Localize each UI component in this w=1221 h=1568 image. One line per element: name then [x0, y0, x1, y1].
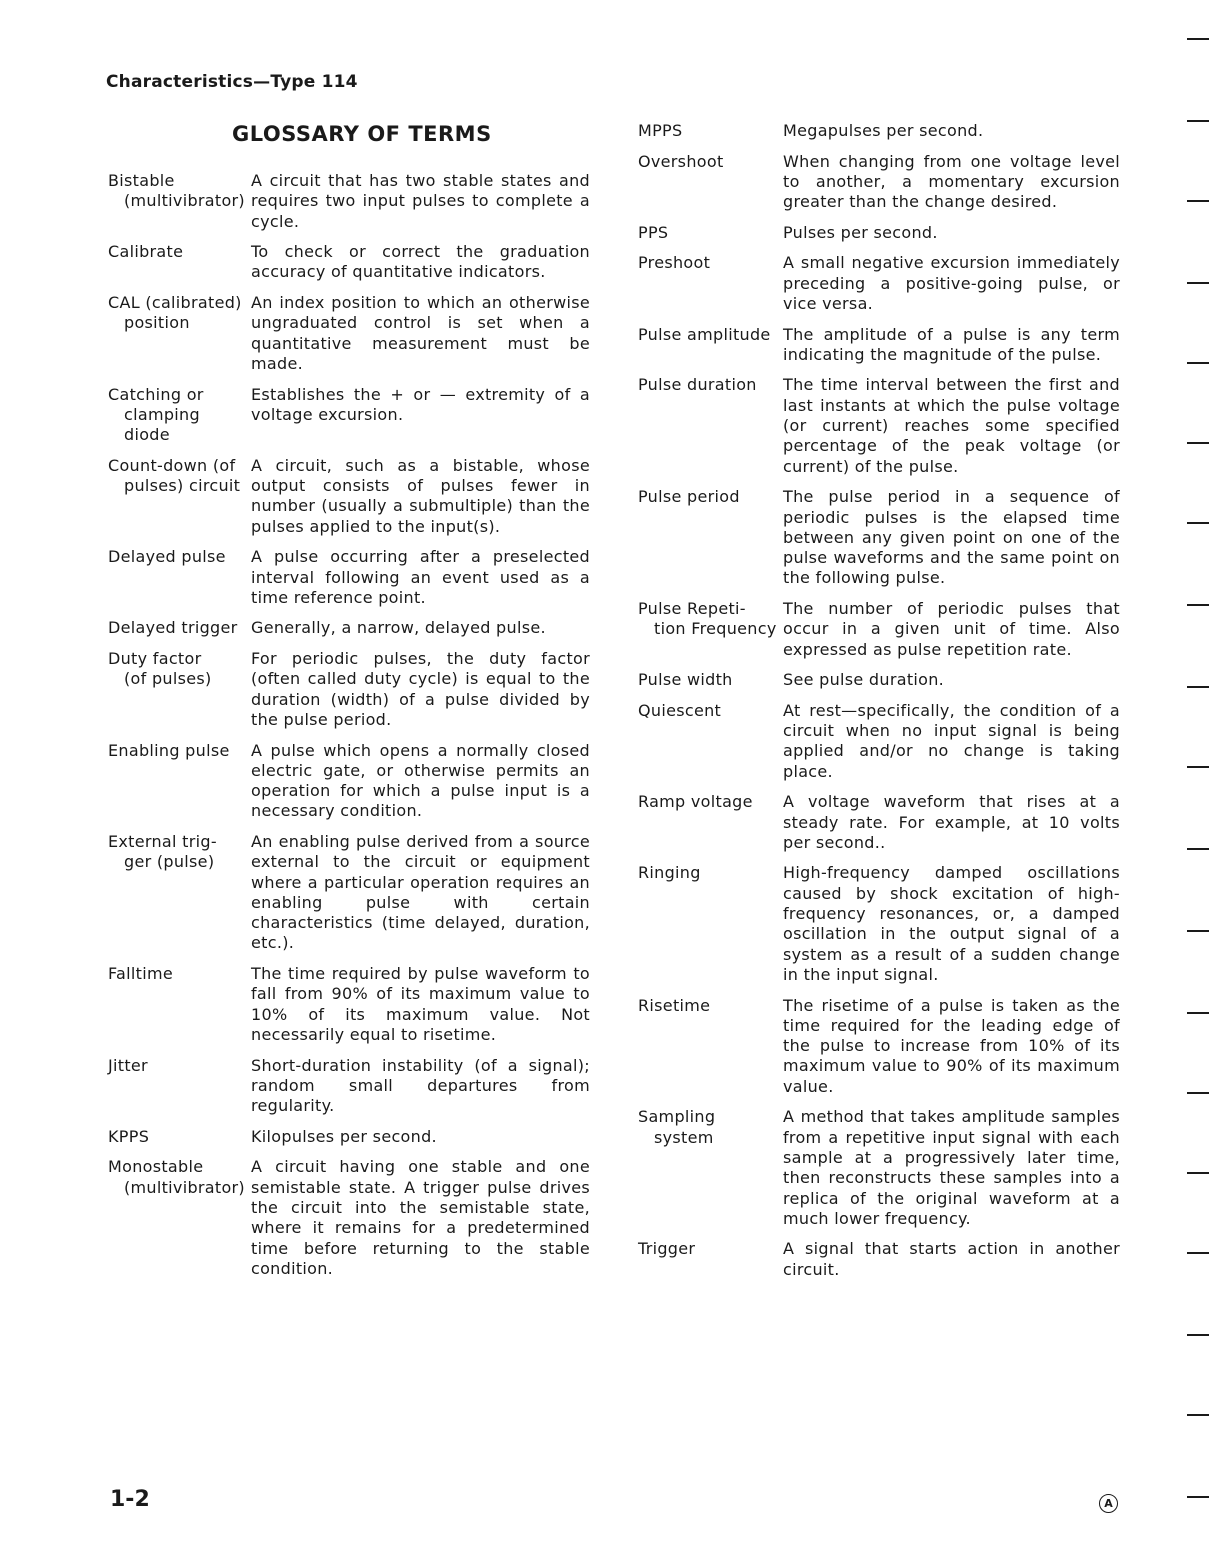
glossary-term: [108, 1127, 251, 1147]
glossary-entry: [638, 325, 1120, 366]
glossary-term: [108, 456, 251, 537]
glossary-term-line: Monostable: [108, 1157, 204, 1177]
edge-mark: [1187, 766, 1209, 768]
glossary-right-column: [638, 121, 1120, 1290]
glossary-definition: Kilopulses per second.: [251, 1126, 437, 1146]
glossary-definition: When changing from one voltage level to another, a momentary excursion greater than the change desired.: [783, 151, 1120, 212]
glossary-entry: [108, 1157, 590, 1279]
revision-mark: A: [1099, 1494, 1118, 1513]
edge-mark: [1187, 1252, 1209, 1254]
glossary-term-line: Falltime: [108, 964, 173, 984]
glossary-term: [108, 1157, 251, 1279]
glossary-term-line: Risetime: [638, 995, 711, 1015]
glossary-entry: [108, 293, 590, 374]
glossary-term: [108, 832, 251, 954]
glossary-term-line: Catching or: [108, 384, 204, 404]
glossary-term: [638, 1107, 783, 1229]
glossary-term: [638, 325, 783, 366]
glossary-term: [638, 996, 783, 1097]
glossary-term-line: pulses) circuit: [124, 476, 241, 496]
edge-mark: [1187, 1414, 1209, 1416]
glossary-term-line: (multivibrator): [124, 191, 245, 211]
glossary-term-line: (multivibrator): [124, 1177, 245, 1197]
glossary-entry: [638, 599, 1120, 660]
glossary-definition: See pulse duration.: [783, 670, 945, 690]
glossary-term: [638, 670, 783, 690]
glossary-term-line: Bistable: [108, 171, 175, 190]
glossary-term: [638, 599, 783, 660]
glossary-term: [108, 1056, 251, 1117]
glossary-definition: The number of periodic pulses that occur in a given unit of time. Also expressed as pulse repetition rate.: [783, 599, 1120, 659]
glossary-term-line: Delayed pulse: [108, 547, 226, 567]
glossary-term-line: CAL (calibrated): [108, 293, 242, 313]
edge-mark: [1187, 362, 1209, 364]
glossary-left-column: [108, 171, 590, 1289]
glossary-definition: Short-duration instability (of a signal); random small departures from regularity.: [251, 1055, 590, 1116]
page-number: 1-2: [110, 1487, 150, 1512]
glossary-term: [638, 253, 783, 314]
glossary-entry: [108, 171, 590, 232]
glossary-definition: The amplitude of a pulse is any term indicating the magnitude of the pulse.: [783, 324, 1120, 364]
glossary-entry: [108, 1056, 590, 1117]
glossary-term-line: Ringing: [638, 863, 701, 883]
glossary-term-line: Sampling: [638, 1107, 716, 1127]
glossary-definition: A circuit that has two stable states and requires two input pulses to complete a cycle.: [251, 171, 590, 231]
glossary-term-line: clamping: [124, 404, 200, 424]
glossary-entry: [108, 385, 590, 446]
glossary-term-line: system: [654, 1127, 714, 1147]
edge-mark: [1187, 1334, 1209, 1336]
glossary-term: [638, 863, 783, 985]
glossary-term: [638, 223, 783, 243]
glossary-entry: [638, 152, 1120, 213]
glossary-definition: The time required by pulse waveform to fall from 90% of its maximum value to 10% of its maximum value. Not necessarily equal to risetime.: [251, 964, 590, 1044]
edge-mark: [1187, 1496, 1209, 1498]
edge-mark: [1187, 686, 1209, 688]
glossary-entry: [108, 832, 590, 954]
glossary-title: GLOSSARY OF TERMS: [232, 122, 492, 146]
glossary-entry: [108, 741, 590, 822]
glossary-definition: A small negative excursion immediately preceding a positive-going pulse, or vice versa.: [783, 253, 1120, 313]
glossary-entry: [638, 121, 1120, 141]
glossary-entry: [638, 996, 1120, 1097]
glossary-term: [108, 964, 251, 1045]
glossary-term-line: Pulse duration: [638, 375, 757, 395]
glossary-term: [108, 618, 251, 638]
edge-mark: [1187, 930, 1209, 932]
edge-mark: [1187, 442, 1209, 444]
glossary-term-line: Pulse period: [638, 487, 740, 507]
edge-mark: [1187, 38, 1209, 40]
glossary-entry: [108, 242, 590, 283]
glossary-entry: [638, 863, 1120, 985]
glossary-entry: [108, 649, 590, 730]
edge-mark: [1187, 282, 1209, 284]
glossary-entry: [108, 964, 590, 1045]
glossary-definition: A voltage waveform that rises at a steady rate. For example, at 10 volts per second..: [783, 792, 1120, 852]
edge-mark: [1187, 522, 1209, 524]
glossary-definition: A pulse which opens a normally closed electric gate, or otherwise permits an operation for which a pulse input is a necessary condition.: [251, 740, 590, 821]
glossary-term-line: Count-down (of: [108, 455, 236, 475]
glossary-definition: The time interval between the first and last instants at which the pulse voltage (or current) reaches some specified percentage of the peak voltage (or current) of the pulse.: [783, 375, 1120, 476]
edge-mark: [1187, 200, 1209, 202]
edge-mark: [1187, 120, 1209, 122]
glossary-term-line: ger (pulse): [124, 852, 215, 872]
glossary-entry: [638, 792, 1120, 853]
edge-mark: [1187, 1012, 1209, 1014]
glossary-definition: A circuit having one stable and one semistable state. A trigger pulse drives the circuit into the semistable state, where it remains for a predetermined time before returning to the stable condition.: [251, 1157, 590, 1278]
glossary-entry: [638, 223, 1120, 243]
glossary-term-line: Ramp voltage: [638, 792, 753, 812]
glossary-definition: A pulse occurring after a preselected interval following an event used as a time reference point.: [251, 547, 590, 607]
glossary-term-line: tion Frequency: [654, 619, 777, 639]
glossary-term: [108, 741, 251, 822]
glossary-definition: An index position to which an otherwise ungraduated control is set when a quantitative measurement must be made.: [251, 293, 590, 373]
glossary-entry: [108, 456, 590, 537]
glossary-term-line: External trig-: [108, 831, 217, 851]
glossary-entry: [108, 618, 590, 638]
glossary-definition: A signal that starts action in another circuit.: [783, 1239, 1120, 1279]
glossary-entry: [638, 487, 1120, 588]
glossary-term: [108, 171, 251, 232]
glossary-definition: Generally, a narrow, delayed pulse.: [251, 618, 546, 638]
glossary-term: [638, 792, 783, 853]
glossary-entry: [108, 1127, 590, 1147]
glossary-entry: [638, 1107, 1120, 1229]
glossary-definition: Megapulses per second.: [783, 121, 984, 140]
glossary-definition: Establishes the + or — extremity of a voltage excursion.: [251, 384, 590, 424]
glossary-term-line: Calibrate: [108, 242, 184, 262]
glossary-entry: [638, 253, 1120, 314]
glossary-definition: The pulse period in a sequence of periodic pulses is the elapsed time between any given point on one of the pulse waveforms and the same point on the following pulse.: [783, 487, 1120, 588]
glossary-term-line: Enabling pulse: [108, 740, 230, 760]
glossary-term-line: KPPS: [108, 1126, 150, 1146]
glossary-term-line: MPPS: [638, 121, 683, 140]
glossary-definition: To check or correct the graduation accuracy of quantitative indicators.: [251, 242, 590, 282]
glossary-definition: A method that takes amplitude samples from a repetitive input signal with each sample at a progressively later time, then reconstructs these samples into a replica of the original waveform at a much lower frequency.: [783, 1107, 1120, 1228]
glossary-term-line: Quiescent: [638, 700, 722, 720]
glossary-term-line: Duty factor: [108, 649, 202, 669]
glossary-term-line: position: [124, 313, 190, 333]
glossary-definition: For periodic pulses, the duty factor (often called duty cycle) is equal to the duration (width) of a pulse divided by the pulse period.: [251, 649, 590, 729]
edge-mark: [1187, 1172, 1209, 1174]
glossary-term-line: Trigger: [638, 1239, 696, 1259]
glossary-definition: A circuit, such as a bistable, whose output consists of pulses fewer in number (usually a submultiple) than the pulses applied to the input(s).: [251, 455, 590, 536]
glossary-term: [108, 385, 251, 446]
glossary-definition: Pulses per second.: [783, 222, 938, 242]
glossary-entry: [638, 670, 1120, 690]
glossary-term-line: Pulse Repeti-: [638, 599, 746, 619]
glossary-term-line: diode: [124, 425, 170, 445]
edge-mark: [1187, 1092, 1209, 1094]
glossary-term: [638, 701, 783, 782]
glossary-entry: [638, 701, 1120, 782]
edge-mark: [1187, 604, 1209, 606]
edge-mark: [1187, 848, 1209, 850]
glossary-entry: [108, 547, 590, 608]
glossary-entry: [638, 1239, 1120, 1280]
glossary-term-line: (of pulses): [124, 669, 212, 689]
glossary-definition: The risetime of a pulse is taken as the time required for the leading edge of the pulse to increase from 10% of its maximum value to 90% of its maximum value.: [783, 995, 1120, 1096]
glossary-term: [638, 487, 783, 588]
glossary-term: [638, 121, 783, 141]
glossary-term-line: Preshoot: [638, 253, 711, 273]
glossary-term: [108, 547, 251, 608]
glossary-term: [108, 242, 251, 283]
glossary-term-line: Pulse amplitude: [638, 324, 771, 344]
glossary-definition: An enabling pulse derived from a source external to the circuit or equipment where a particular operation requires an enabling pulse with certain characteristics (time delayed, duration, etc.).: [251, 831, 590, 953]
running-head: Characteristics—Type 114: [106, 72, 358, 92]
glossary-term-line: PPS: [638, 222, 669, 242]
glossary-term: [108, 649, 251, 730]
glossary-term: [638, 375, 783, 476]
glossary-definition: At rest—specifically, the condition of a circuit when no input signal is being applied and/or no change is taking place.: [783, 700, 1120, 781]
glossary-term: [638, 152, 783, 213]
glossary-entry: [638, 375, 1120, 476]
glossary-definition: High-frequency damped oscillations caused by shock excitation of high-frequency resonances, or, a damped oscillation in the output signal of a system as a result of a sudden change in the input signal.: [783, 863, 1120, 984]
glossary-term-line: Jitter: [108, 1055, 148, 1075]
glossary-term-line: Delayed trigger: [108, 618, 238, 638]
glossary-term-line: Pulse width: [638, 670, 733, 690]
glossary-term: [108, 293, 251, 374]
glossary-term-line: Overshoot: [638, 151, 724, 171]
glossary-term: [638, 1239, 783, 1280]
